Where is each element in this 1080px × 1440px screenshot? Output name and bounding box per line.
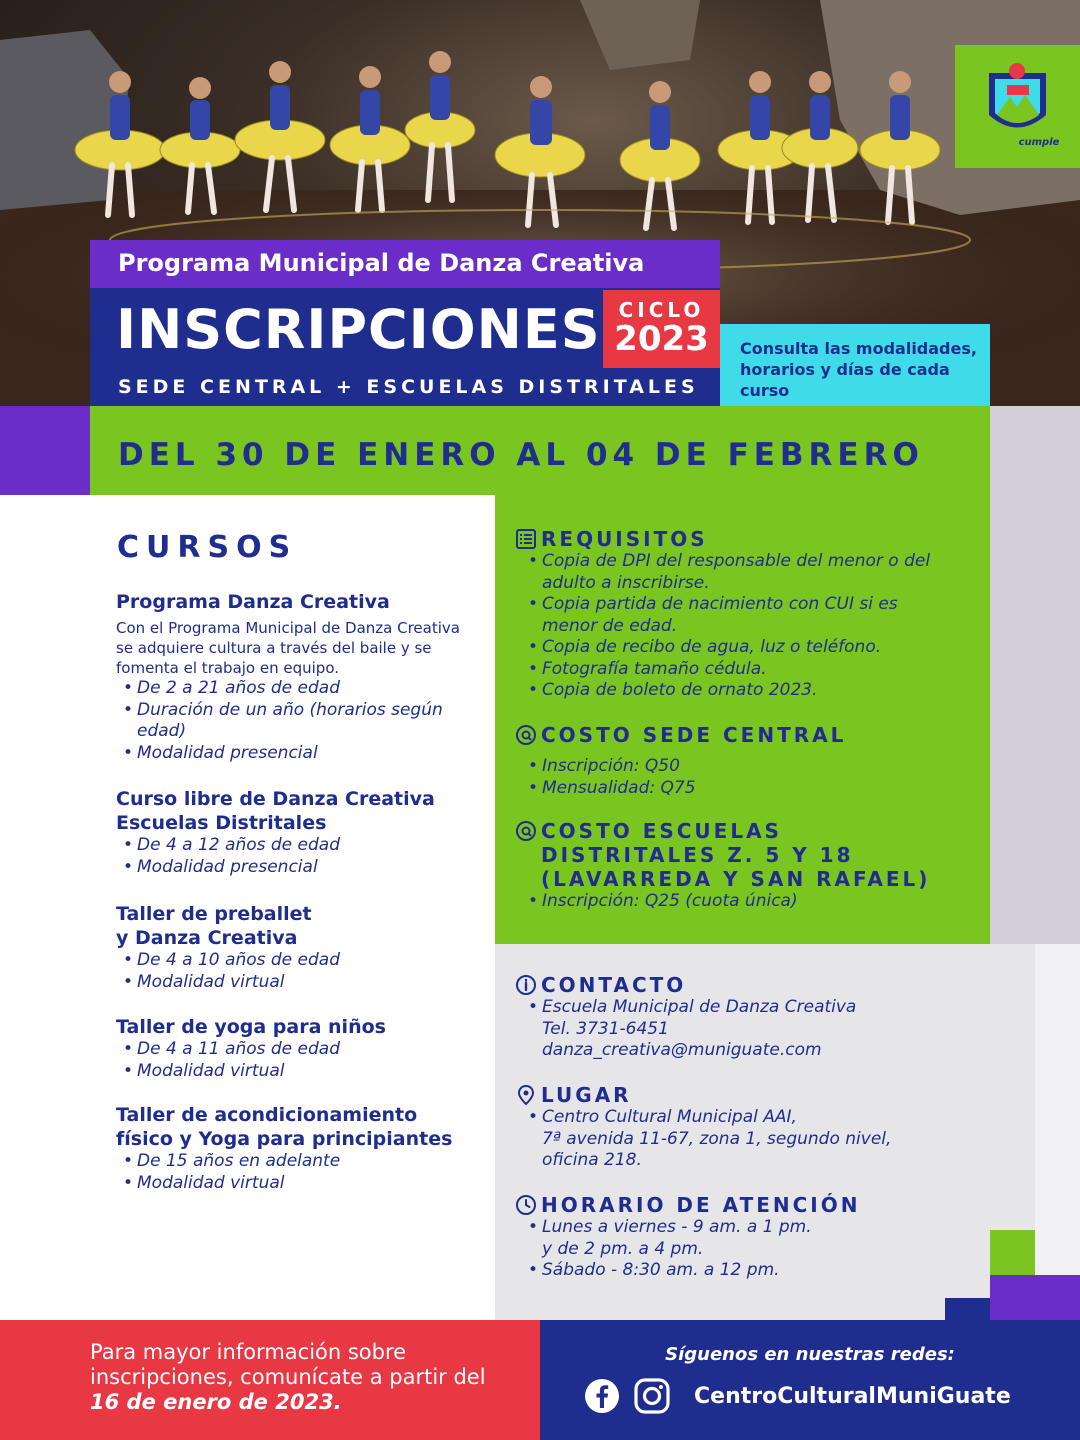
- contacto-phone: Tel. 3731-6451: [542, 1018, 669, 1039]
- course-title: Curso libre de Danza Creativa Escuelas Distritales: [116, 788, 435, 834]
- contacto-name: Escuela Municipal de Danza Creativa: [542, 997, 857, 1017]
- program-title: Programa Municipal de Danza Creativa: [118, 249, 645, 277]
- bullet-item: • Modalidad virtual: [116, 972, 416, 994]
- costo-central-bullets: [526, 756, 975, 799]
- social-row: [584, 1376, 1011, 1416]
- bullet-item: [526, 997, 975, 1062]
- course-bullets: [116, 950, 416, 993]
- bullet-item: • Modalidad virtual: [116, 1061, 476, 1083]
- bullet-item: • Copia de DPI del responsable del menor o del adulto a inscribirse.: [526, 551, 946, 594]
- costo-central-heading: COSTO SEDE CENTRAL: [541, 723, 847, 747]
- ciclo-label: CICLO: [618, 298, 705, 322]
- decor-square: [990, 1230, 1035, 1275]
- horario-bullets: [526, 1217, 975, 1282]
- lugar-line: oficina 218.: [542, 1150, 642, 1170]
- bullet-item: • De 2 a 21 años de edad: [116, 678, 476, 700]
- date-range: DEL 30 DE ENERO AL 04 DE FEBRERO: [118, 437, 924, 473]
- course-title: Taller de acondicionamiento físico y Yoga para principiantes: [116, 1104, 453, 1150]
- course-item: [116, 1103, 456, 1194]
- course-item: [116, 787, 446, 878]
- lugar-line: Centro Cultural Municipal AAI,: [542, 1107, 797, 1127]
- course-title: Programa Danza Creativa: [116, 591, 390, 613]
- lugar-bullets: [526, 1107, 975, 1172]
- bullet-item: • Copia partida de nacimiento con CUI si es menor de edad.: [526, 594, 946, 637]
- costo-central-section: [515, 723, 975, 799]
- requisitos-section: [515, 527, 975, 702]
- coin-icon: [515, 724, 537, 746]
- bullet-item: • Modalidad virtual: [116, 1173, 456, 1195]
- requisitos-bullets: [526, 551, 946, 702]
- bullet-item: • De 15 años en adelante: [116, 1151, 456, 1173]
- bullet-item: [526, 1107, 975, 1172]
- decor-block: [990, 406, 1080, 944]
- decor-block: [1035, 944, 1080, 1320]
- bullet-item: • Sábado - 8:30 am. a 12 pm.: [526, 1260, 975, 1282]
- decor-square: [990, 1275, 1080, 1320]
- footer-info-prefix: Para mayor información sobre inscripciones, comunícate a partir del: [90, 1340, 486, 1389]
- bullet-item: • Duración de un año (horarios según edad): [116, 700, 476, 743]
- ciclo-badge: [603, 290, 720, 368]
- bullet-item: • De 4 a 11 años de edad: [116, 1039, 476, 1061]
- course-bullets: [116, 1151, 456, 1194]
- costo-escuelas-section: [515, 819, 935, 913]
- decor-square: [945, 1298, 990, 1320]
- requisitos-heading: REQUISITOS: [541, 527, 708, 551]
- contacto-heading: CONTACTO: [541, 973, 687, 997]
- course-description: Con el Programa Municipal de Danza Creativa se adquiere cultura a través del baile y se fomenta el trabajo en equipo.: [116, 619, 460, 677]
- main-title: INSCRIPCIONES: [116, 298, 601, 361]
- horario-section: [515, 1193, 975, 1282]
- footer-info-date: 16 de enero de 2023.: [90, 1390, 342, 1414]
- contacto-email[interactable]: danza_creativa@muniguate.com: [542, 1040, 822, 1060]
- cursos-heading: CURSOS: [117, 530, 298, 565]
- footer-info-text: [90, 1340, 510, 1415]
- bullet-item: • Mensualidad: Q75: [526, 778, 975, 800]
- horario-heading: HORARIO DE ATENCIÓN: [541, 1193, 861, 1217]
- costo-escuelas-heading: COSTO ESCUELAS DISTRITALES Z. 5 Y 18 (LAVARREDA Y SAN RAFAEL): [541, 819, 931, 891]
- municipal-logo: [955, 45, 1080, 168]
- course-item: [116, 590, 476, 764]
- course-bullets: [116, 1039, 476, 1082]
- bullet-item: • Fotografía tamaño cédula.: [526, 659, 946, 681]
- costo-escuelas-bullets: [526, 891, 935, 913]
- sede-line: SEDE CENTRAL + ESCUELAS DISTRITALES: [118, 376, 699, 398]
- follow-text: Síguenos en nuestras redes:: [665, 1344, 955, 1365]
- instagram-icon[interactable]: [634, 1378, 670, 1414]
- clock-icon: [515, 1194, 537, 1216]
- course-title: Taller de preballet y Danza Creativa: [116, 903, 312, 949]
- ciclo-year: 2023: [614, 319, 709, 359]
- logo-text: cumple: [1018, 137, 1060, 148]
- horario-line: y de 2 pm. a 4 pm.: [542, 1238, 704, 1259]
- bullet-item: • De 4 a 12 años de edad: [116, 835, 446, 857]
- lugar-section: [515, 1083, 975, 1172]
- course-bullets: [116, 678, 476, 764]
- bullet-item: • De 4 a 10 años de edad: [116, 950, 416, 972]
- course-bullets: [116, 835, 446, 878]
- lugar-heading: LUGAR: [541, 1083, 632, 1107]
- decor-block: [0, 406, 90, 495]
- course-item: [116, 902, 340, 993]
- bullet-item: • Copia de boleto de ornato 2023.: [526, 680, 946, 702]
- bullet-item: • Copia de recibo de agua, luz o teléfono.: [526, 637, 946, 659]
- location-pin-icon: [515, 1084, 537, 1106]
- bullet-item: • Inscripción: Q25 (cuota única): [526, 891, 935, 913]
- course-title: Taller de yoga para niños: [116, 1016, 386, 1038]
- facebook-icon[interactable]: [584, 1378, 620, 1414]
- info-icon: [515, 974, 537, 996]
- checklist-icon: [515, 528, 537, 550]
- coin-icon: [515, 820, 537, 842]
- contacto-bullets: [526, 997, 975, 1062]
- contacto-section: [515, 973, 975, 1062]
- bullet-item: [526, 1217, 975, 1260]
- course-item: [116, 1015, 476, 1082]
- bullet-item: • Inscripción: Q50: [526, 756, 975, 778]
- social-handle[interactable]: CentroCulturalMuniGuate: [694, 1383, 1011, 1409]
- bullet-item: • Modalidad presencial: [116, 857, 446, 879]
- lugar-line: 7ª avenida 11-67, zona 1, segundo nivel,: [542, 1128, 892, 1149]
- horario-line: Lunes a viernes - 9 am. a 1 pm.: [542, 1217, 812, 1237]
- bullet-item: • Modalidad presencial: [116, 743, 476, 765]
- consulta-text: Consulta las modalidades, horarios y días de cada curso: [740, 339, 977, 400]
